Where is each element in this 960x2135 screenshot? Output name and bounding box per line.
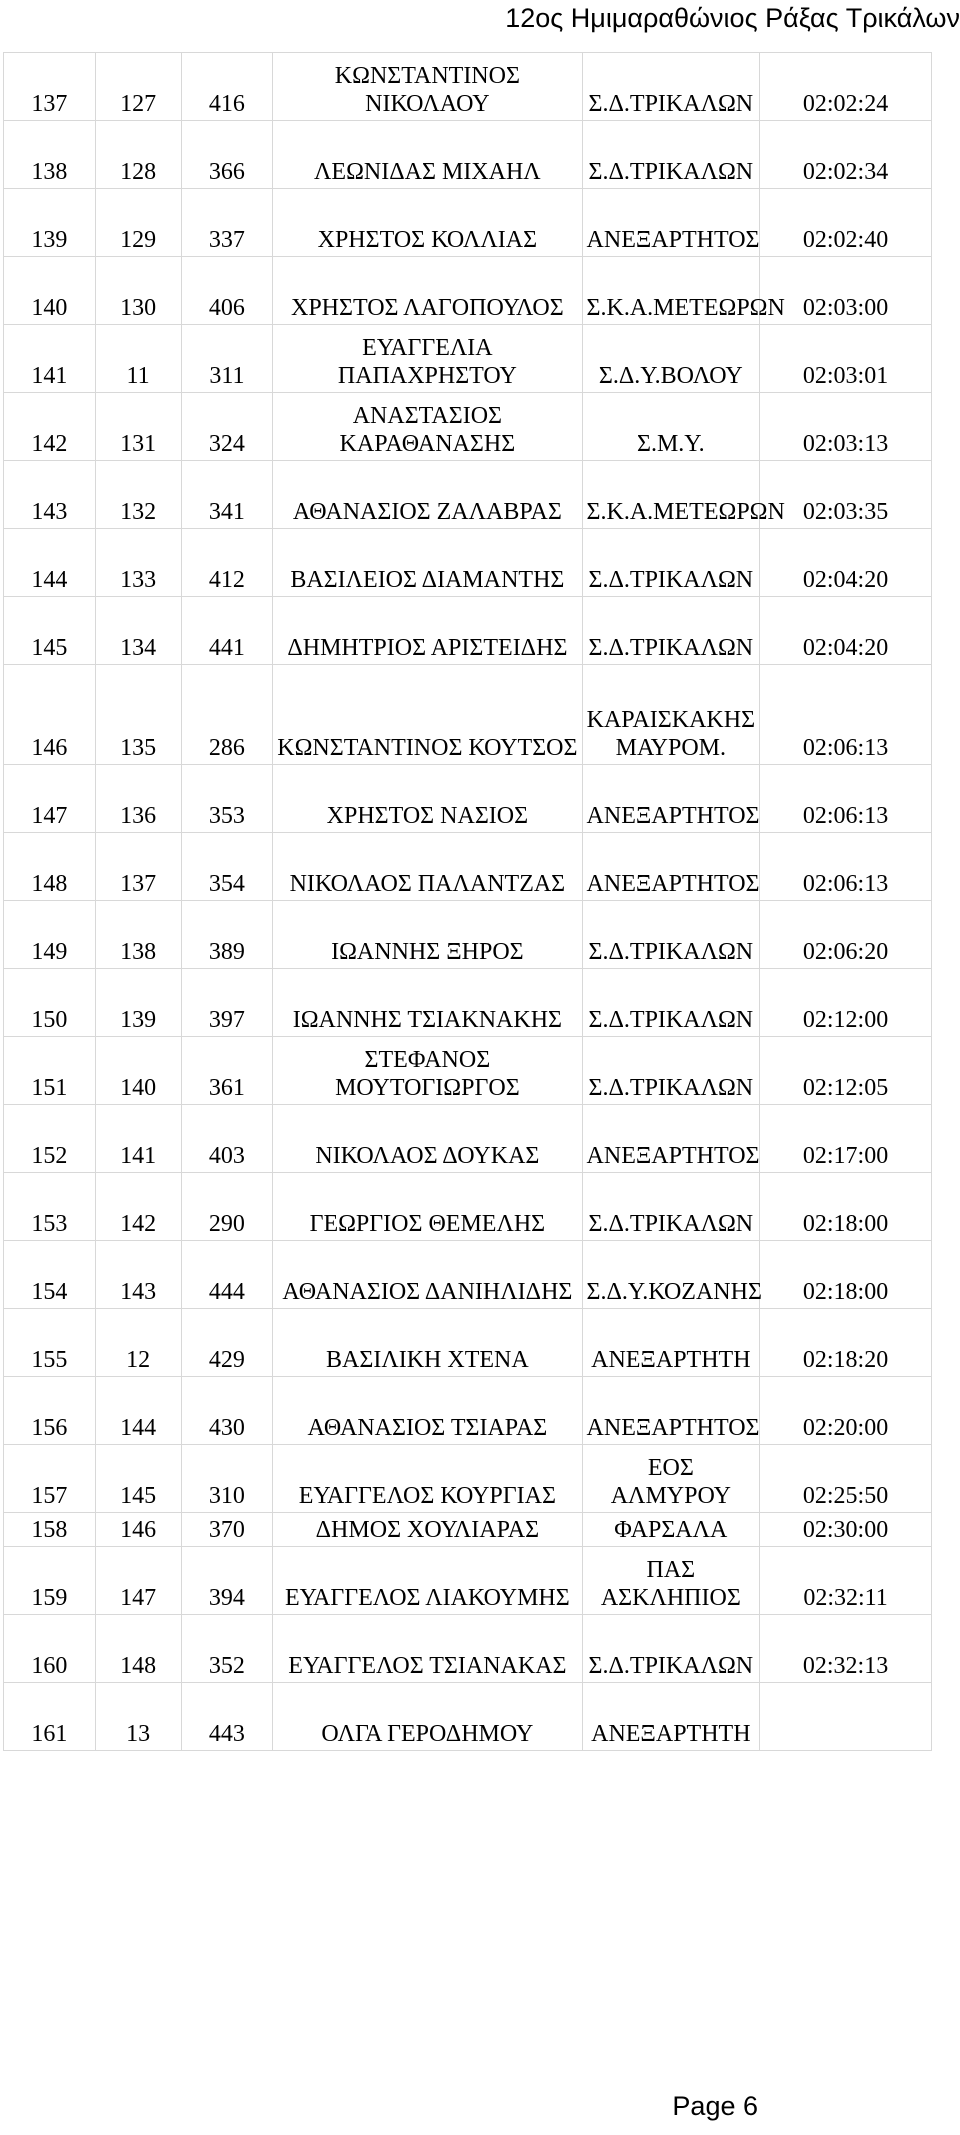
club-cell: ΑΝΕΞΑΡΤΗΤΗ [582, 1683, 760, 1751]
table-row [4, 1615, 932, 1683]
finish-time-cell: 02:02:24 [760, 53, 932, 121]
club-cell: Σ.Δ.Υ.ΒΟΛΟΥ [582, 325, 760, 393]
table-row [4, 765, 932, 833]
runner-name-cell: ΚΩΝΣΤΑΝΤΙΝΟΣ ΝΙΚΟΛΑΟΥ [273, 53, 582, 121]
runner-name-cell: ΝΙΚΟΛΑΟΣ ΠΑΛΑΝΤΖΑΣ [273, 833, 582, 901]
category-rank-cell: 128 [95, 121, 181, 189]
finish-time-cell: 02:03:13 [760, 393, 932, 461]
table-row [4, 53, 932, 121]
table-row [4, 1241, 932, 1309]
club-cell: ΑΝΕΞΑΡΤΗΤΗ [582, 1309, 760, 1377]
position-cell: 160 [4, 1615, 96, 1683]
position-cell: 152 [4, 1105, 96, 1173]
club-cell: Σ.Κ.Α.ΜΕΤΕΩΡΩΝ [582, 257, 760, 325]
runner-name-cell: ΣΤΕΦΑΝΟΣ ΜΟΥΤΟΓΙΩΡΓΟΣ [273, 1037, 582, 1105]
bib-number-cell: 430 [181, 1377, 273, 1445]
runner-name-cell: ΒΑΣΙΛΙΚΗ ΧΤΕΝΑ [273, 1309, 582, 1377]
runner-name-cell: ΟΛΓΑ ΓΕΡΟΔΗΜΟΥ [273, 1683, 582, 1751]
category-rank-cell: 139 [95, 969, 181, 1037]
runner-name-cell: ΔΗΜΟΣ ΧΟΥΛΙΑΡΑΣ [273, 1513, 582, 1547]
bib-number-cell: 290 [181, 1173, 273, 1241]
table-row [4, 1683, 932, 1751]
finish-time-cell: 02:02:34 [760, 121, 932, 189]
table-row [4, 597, 932, 665]
table-row [4, 665, 932, 765]
finish-time-cell: 02:03:35 [760, 461, 932, 529]
runner-name-cell: ΝΙΚΟΛΑΟΣ ΔΟΥΚΑΣ [273, 1105, 582, 1173]
club-cell: Σ.Δ.ΤΡΙΚΑΛΩΝ [582, 53, 760, 121]
position-cell: 154 [4, 1241, 96, 1309]
table-row [4, 1377, 932, 1445]
category-rank-cell: 145 [95, 1445, 181, 1513]
table-row [4, 189, 932, 257]
position-cell: 143 [4, 461, 96, 529]
runner-name-cell: ΑΝΑΣΤΑΣΙΟΣ ΚΑΡΑΘΑΝΑΣΗΣ [273, 393, 582, 461]
position-cell: 140 [4, 257, 96, 325]
club-cell: Σ.Δ.Υ.ΚΟΖΑΝΗΣ [582, 1241, 760, 1309]
position-cell: 161 [4, 1683, 96, 1751]
category-rank-cell: 146 [95, 1513, 181, 1547]
page-number: Page 6 [672, 2091, 758, 2121]
runner-name-cell: ΕΥΑΓΓΕΛΟΣ ΚΟΥΡΓΙΑΣ [273, 1445, 582, 1513]
finish-time-cell: 02:02:40 [760, 189, 932, 257]
table-row [4, 529, 932, 597]
club-cell: ΑΝΕΞΑΡΤΗΤΟΣ [582, 833, 760, 901]
bib-number-cell: 406 [181, 257, 273, 325]
position-cell: 156 [4, 1377, 96, 1445]
bib-number-cell: 366 [181, 121, 273, 189]
club-cell: Σ.Δ.ΤΡΙΚΑΛΩΝ [582, 969, 760, 1037]
club-cell: ΑΝΕΞΑΡΤΗΤΟΣ [582, 189, 760, 257]
finish-time-cell: 02:06:13 [760, 665, 932, 765]
runner-name-cell: ΚΩΝΣΤΑΝΤΙΝΟΣ ΚΟΥΤΣΟΣ [273, 665, 582, 765]
bib-number-cell: 337 [181, 189, 273, 257]
position-cell: 142 [4, 393, 96, 461]
club-cell: Σ.Δ.ΤΡΙΚΑΛΩΝ [582, 1615, 760, 1683]
finish-time-cell: 02:18:00 [760, 1241, 932, 1309]
table-row [4, 393, 932, 461]
runner-name-cell: ΧΡΗΣΤΟΣ ΝΑΣΙΟΣ [273, 765, 582, 833]
finish-time-cell: 02:04:20 [760, 597, 932, 665]
finish-time-cell: 02:06:13 [760, 833, 932, 901]
table-row [4, 121, 932, 189]
club-cell: Σ.Δ.ΤΡΙΚΑΛΩΝ [582, 1173, 760, 1241]
bib-number-cell: 444 [181, 1241, 273, 1309]
position-cell: 151 [4, 1037, 96, 1105]
club-cell: ΑΝΕΞΑΡΤΗΤΟΣ [582, 1377, 760, 1445]
bib-number-cell: 341 [181, 461, 273, 529]
club-cell: ΑΝΕΞΑΡΤΗΤΟΣ [582, 1105, 760, 1173]
runner-name-cell: ΒΑΣΙΛΕΙΟΣ ΔΙΑΜΑΝΤΗΣ [273, 529, 582, 597]
category-rank-cell: 137 [95, 833, 181, 901]
club-cell: Σ.Δ.ΤΡΙΚΑΛΩΝ [582, 901, 760, 969]
category-rank-cell: 142 [95, 1173, 181, 1241]
position-cell: 153 [4, 1173, 96, 1241]
club-cell: Σ.Δ.ΤΡΙΚΑΛΩΝ [582, 1037, 760, 1105]
table-row [4, 1105, 932, 1173]
table-row [4, 325, 932, 393]
category-rank-cell: 131 [95, 393, 181, 461]
results-table [3, 52, 932, 1751]
category-rank-cell: 141 [95, 1105, 181, 1173]
table-row [4, 257, 932, 325]
finish-time-cell [760, 1683, 932, 1751]
bib-number-cell: 361 [181, 1037, 273, 1105]
position-cell: 157 [4, 1445, 96, 1513]
category-rank-cell: 12 [95, 1309, 181, 1377]
bib-number-cell: 370 [181, 1513, 273, 1547]
finish-time-cell: 02:32:13 [760, 1615, 932, 1683]
position-cell: 148 [4, 833, 96, 901]
bib-number-cell: 443 [181, 1683, 273, 1751]
bib-number-cell: 403 [181, 1105, 273, 1173]
table-row [4, 1547, 932, 1615]
category-rank-cell: 132 [95, 461, 181, 529]
bib-number-cell: 286 [181, 665, 273, 765]
runner-name-cell: ΓΕΩΡΓΙΟΣ ΘΕΜΕΛΗΣ [273, 1173, 582, 1241]
table-row [4, 1037, 932, 1105]
bib-number-cell: 389 [181, 901, 273, 969]
bib-number-cell: 429 [181, 1309, 273, 1377]
position-cell: 138 [4, 121, 96, 189]
finish-time-cell: 02:25:50 [760, 1445, 932, 1513]
results-table-body [4, 53, 932, 1751]
document-header-title: 12ος Ημιμαραθώνιος Ράξας Τρικάλων [505, 3, 960, 33]
bib-number-cell: 441 [181, 597, 273, 665]
club-cell: ΑΝΕΞΑΡΤΗΤΟΣ [582, 765, 760, 833]
finish-time-cell: 02:03:01 [760, 325, 932, 393]
category-rank-cell: 140 [95, 1037, 181, 1105]
category-rank-cell: 133 [95, 529, 181, 597]
runner-name-cell: ΕΥΑΓΓΕΛΙΑ ΠΑΠΑΧΡΗΣΤΟΥ [273, 325, 582, 393]
category-rank-cell: 144 [95, 1377, 181, 1445]
table-row [4, 1173, 932, 1241]
finish-time-cell: 02:20:00 [760, 1377, 932, 1445]
club-cell: ΚΑΡΑΙΣΚΑΚΗΣ ΜΑΥΡΟΜ. [582, 665, 760, 765]
category-rank-cell: 11 [95, 325, 181, 393]
category-rank-cell: 129 [95, 189, 181, 257]
table-row [4, 901, 932, 969]
club-cell: Σ.Μ.Υ. [582, 393, 760, 461]
runner-name-cell: ΙΩΑΝΝΗΣ ΤΣΙΑΚΝΑΚΗΣ [273, 969, 582, 1037]
finish-time-cell: 02:03:00 [760, 257, 932, 325]
position-cell: 147 [4, 765, 96, 833]
table-row [4, 833, 932, 901]
runner-name-cell: ΙΩΑΝΝΗΣ ΞΗΡΟΣ [273, 901, 582, 969]
bib-number-cell: 324 [181, 393, 273, 461]
table-row [4, 1309, 932, 1377]
finish-time-cell: 02:06:13 [760, 765, 932, 833]
club-cell: Σ.Δ.ΤΡΙΚΑΛΩΝ [582, 597, 760, 665]
category-rank-cell: 138 [95, 901, 181, 969]
position-cell: 146 [4, 665, 96, 765]
position-cell: 155 [4, 1309, 96, 1377]
bib-number-cell: 394 [181, 1547, 273, 1615]
bib-number-cell: 397 [181, 969, 273, 1037]
category-rank-cell: 136 [95, 765, 181, 833]
finish-time-cell: 02:17:00 [760, 1105, 932, 1173]
category-rank-cell: 13 [95, 1683, 181, 1751]
runner-name-cell: ΑΘΑΝΑΣΙΟΣ ΖΑΛΑΒΡΑΣ [273, 461, 582, 529]
category-rank-cell: 147 [95, 1547, 181, 1615]
finish-time-cell: 02:30:00 [760, 1513, 932, 1547]
category-rank-cell: 143 [95, 1241, 181, 1309]
position-cell: 144 [4, 529, 96, 597]
bib-number-cell: 412 [181, 529, 273, 597]
finish-time-cell: 02:12:00 [760, 969, 932, 1037]
runner-name-cell: ΧΡΗΣΤΟΣ ΚΟΛΛΙΑΣ [273, 189, 582, 257]
category-rank-cell: 134 [95, 597, 181, 665]
runner-name-cell: ΔΗΜΗΤΡΙΟΣ ΑΡΙΣΤΕΙΔΗΣ [273, 597, 582, 665]
bib-number-cell: 311 [181, 325, 273, 393]
bib-number-cell: 416 [181, 53, 273, 121]
runner-name-cell: ΕΥΑΓΓΕΛΟΣ ΤΣΙΑΝΑΚΑΣ [273, 1615, 582, 1683]
finish-time-cell: 02:32:11 [760, 1547, 932, 1615]
finish-time-cell: 02:04:20 [760, 529, 932, 597]
runner-name-cell: ΕΥΑΓΓΕΛΟΣ ΛΙΑΚΟΥΜΗΣ [273, 1547, 582, 1615]
category-rank-cell: 148 [95, 1615, 181, 1683]
club-cell: ΦΑΡΣΑΛΑ [582, 1513, 760, 1547]
club-cell: Σ.Δ.ΤΡΙΚΑΛΩΝ [582, 529, 760, 597]
position-cell: 139 [4, 189, 96, 257]
position-cell: 145 [4, 597, 96, 665]
finish-time-cell: 02:12:05 [760, 1037, 932, 1105]
position-cell: 149 [4, 901, 96, 969]
bib-number-cell: 352 [181, 1615, 273, 1683]
category-rank-cell: 130 [95, 257, 181, 325]
bib-number-cell: 354 [181, 833, 273, 901]
club-cell: ΠΑΣ ΑΣΚΛΗΠΙΟΣ [582, 1547, 760, 1615]
table-row [4, 461, 932, 529]
runner-name-cell: ΑΘΑΝΑΣΙΟΣ ΤΣΙΑΡΑΣ [273, 1377, 582, 1445]
bib-number-cell: 353 [181, 765, 273, 833]
position-cell: 141 [4, 325, 96, 393]
bib-number-cell: 310 [181, 1445, 273, 1513]
club-cell: ΕΟΣ ΑΛΜΥΡΟΥ [582, 1445, 760, 1513]
position-cell: 150 [4, 969, 96, 1037]
position-cell: 137 [4, 53, 96, 121]
table-row [4, 1513, 932, 1547]
category-rank-cell: 127 [95, 53, 181, 121]
table-row [4, 1445, 932, 1513]
runner-name-cell: ΧΡΗΣΤΟΣ ΛΑΓΟΠΟΥΛΟΣ [273, 257, 582, 325]
finish-time-cell: 02:18:00 [760, 1173, 932, 1241]
finish-time-cell: 02:18:20 [760, 1309, 932, 1377]
finish-time-cell: 02:06:20 [760, 901, 932, 969]
table-row [4, 969, 932, 1037]
runner-name-cell: ΛΕΩΝΙΔΑΣ ΜΙΧΑΗΛ [273, 121, 582, 189]
position-cell: 159 [4, 1547, 96, 1615]
club-cell: Σ.Δ.ΤΡΙΚΑΛΩΝ [582, 121, 760, 189]
category-rank-cell: 135 [95, 665, 181, 765]
position-cell: 158 [4, 1513, 96, 1547]
runner-name-cell: ΑΘΑΝΑΣΙΟΣ ΔΑΝΙΗΛΙΔΗΣ [273, 1241, 582, 1309]
club-cell: Σ.Κ.Α.ΜΕΤΕΩΡΩΝ [582, 461, 760, 529]
